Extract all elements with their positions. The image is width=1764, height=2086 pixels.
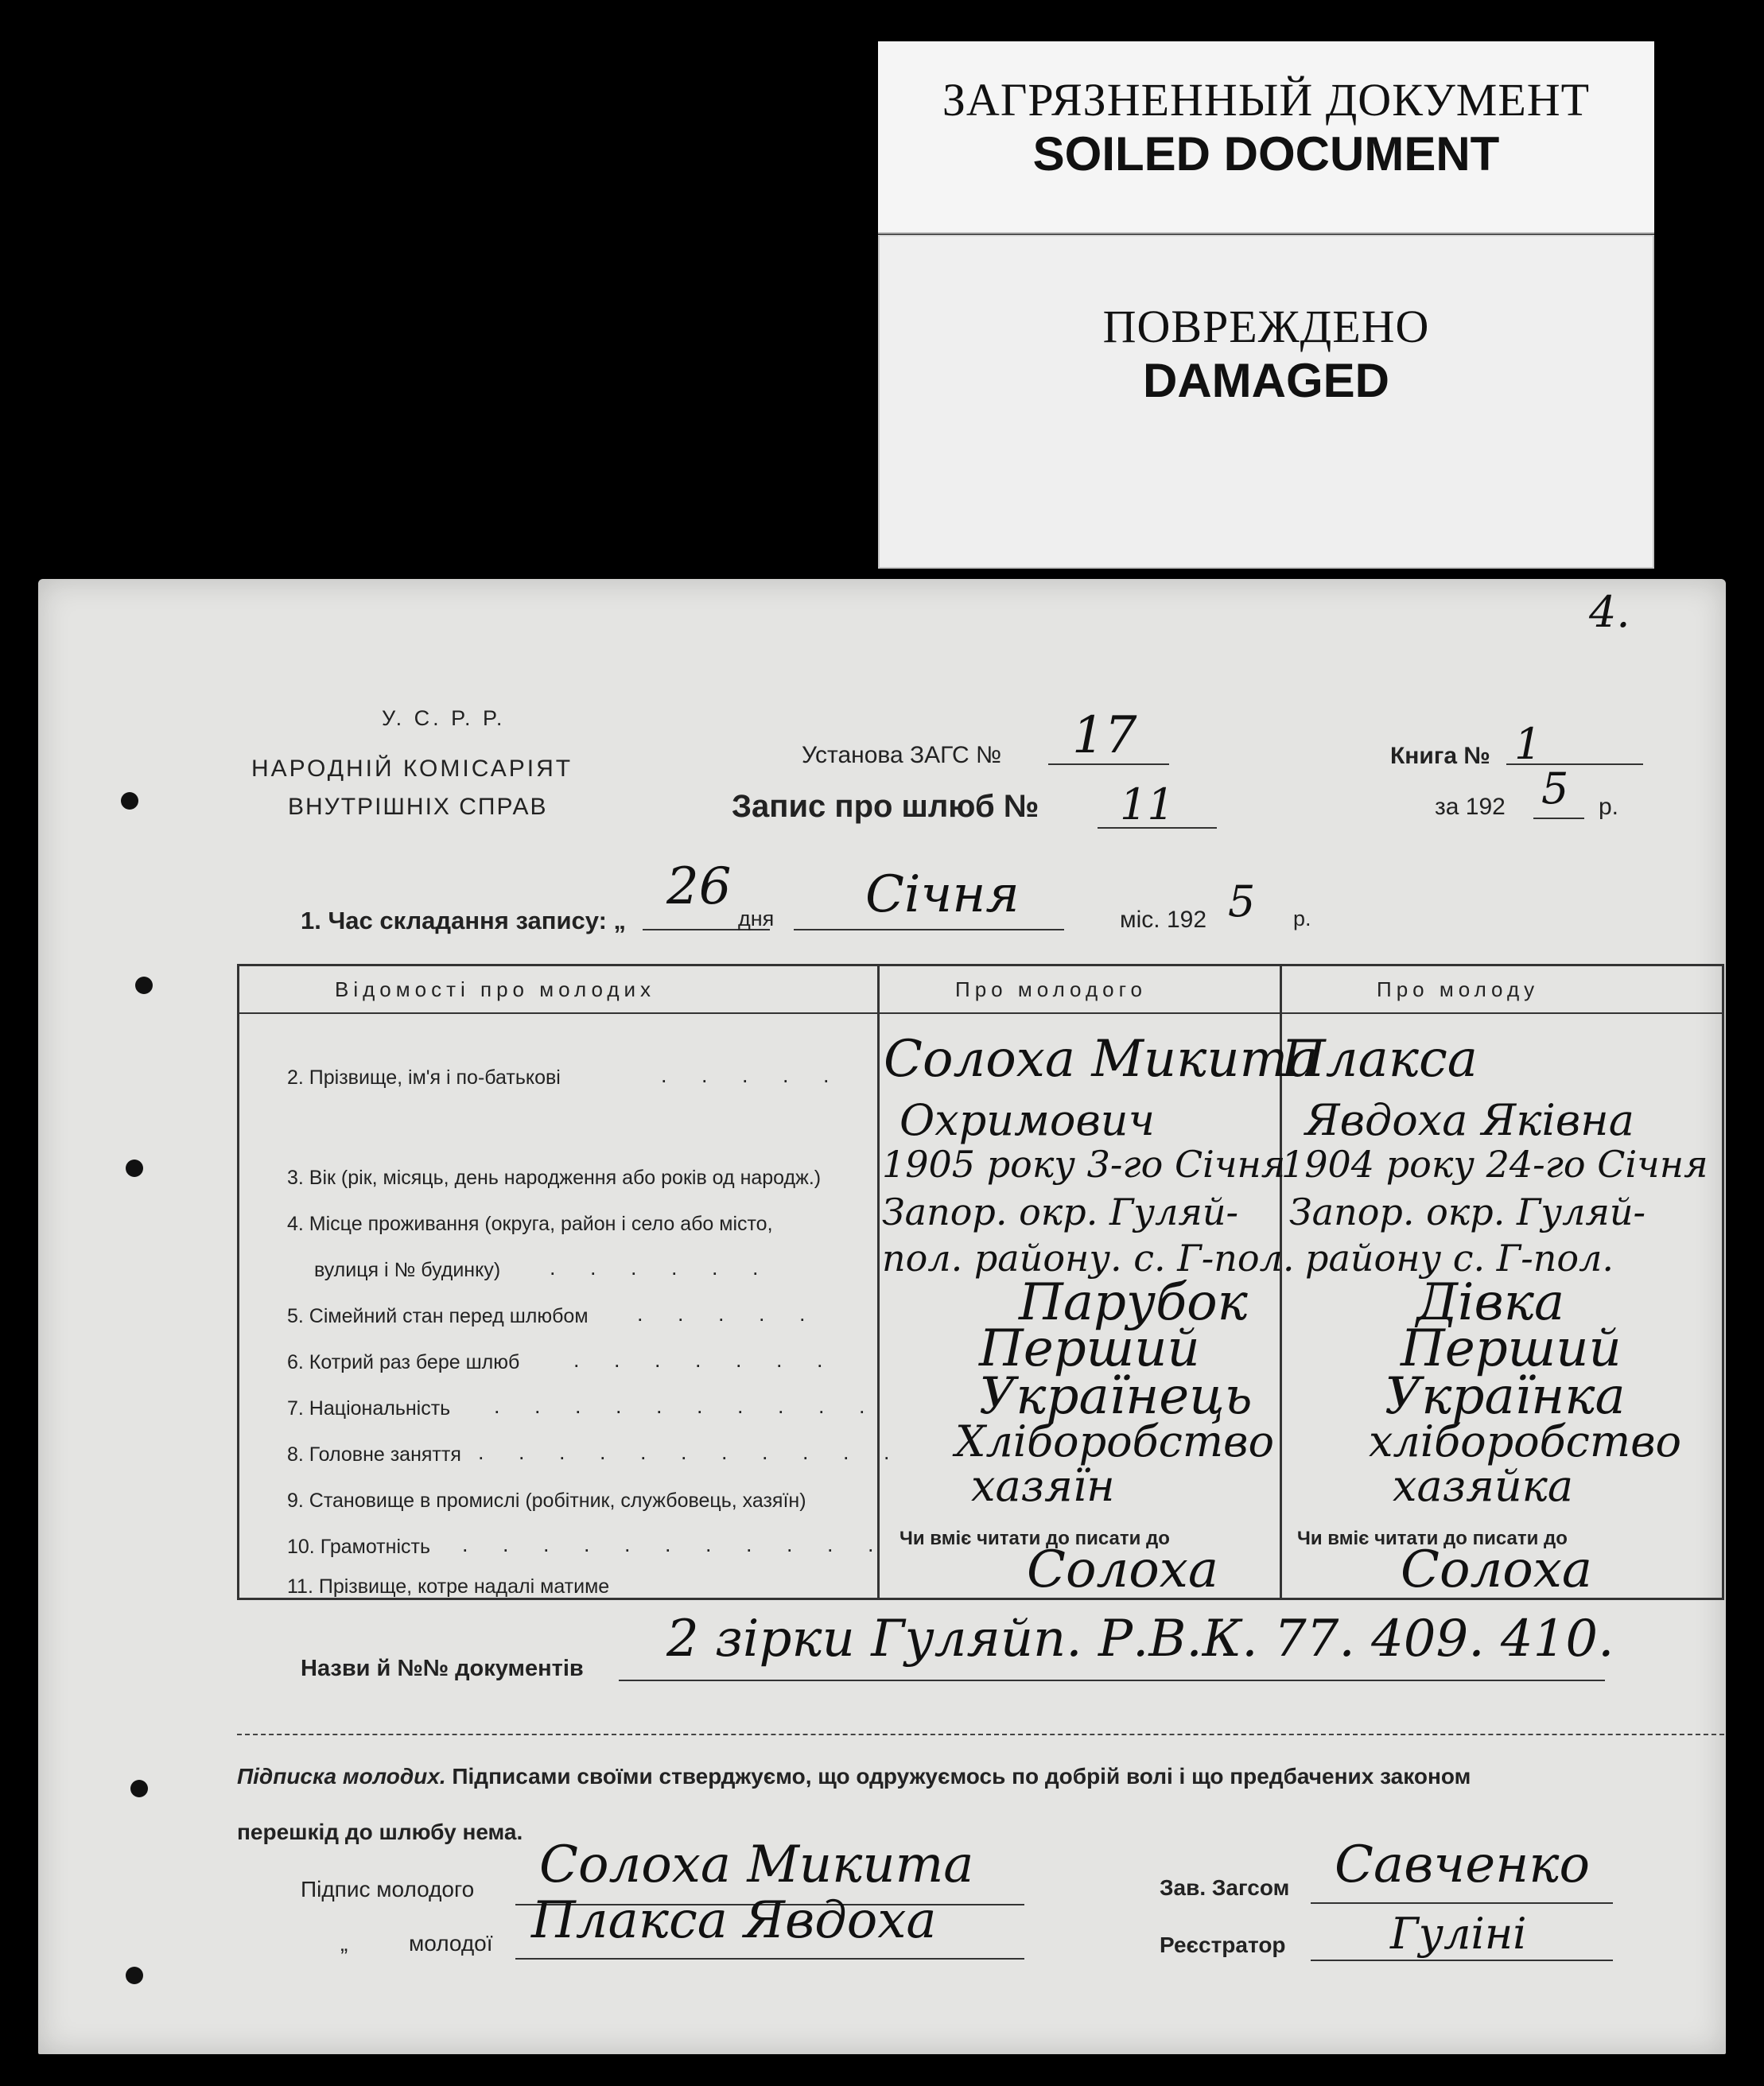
head-signature-line: [1311, 1902, 1613, 1904]
bride-nationality: Українка: [1385, 1367, 1626, 1426]
bride-birth: 1904 року 24-го Січня: [1281, 1143, 1708, 1186]
bride-residence-2: району с. Г-пол.: [1305, 1237, 1614, 1280]
record-title: Запис про шлюб №: [732, 789, 1039, 824]
year-digit: 5: [1541, 763, 1569, 814]
leader-dots: . . . . .: [637, 1302, 820, 1326]
leader-dots: . . . . . . . . . .: [494, 1394, 880, 1418]
office-label: Установа ЗАГС №: [802, 742, 1002, 768]
year-line: [1533, 818, 1584, 819]
row-label: 11. Прізвище, котре надалі матиме: [287, 1575, 610, 1598]
leader-dots: . . . . . . . . . . .: [478, 1440, 904, 1464]
col-header-info: Відомості про молодих: [335, 977, 656, 1001]
leader-dots: . . . . . . . . . . .: [462, 1532, 888, 1556]
item1-year-suffix: р.: [1293, 907, 1311, 930]
bride-signature-label: молодої: [409, 1931, 493, 1956]
punch-hole: [130, 1780, 148, 1797]
groom-residence-1: Запор. окр. Гуляй-: [882, 1191, 1239, 1233]
declaration-lead: Підписка молодих.: [237, 1764, 446, 1789]
groom-future-surname: Солоха: [1027, 1540, 1219, 1599]
bride-literacy: Чи вміє читати до писати до: [1297, 1528, 1568, 1549]
bride-patronymic: Явдоха Яківна: [1305, 1095, 1634, 1145]
row-label: 7. Національність: [287, 1397, 451, 1420]
registrar-signature: Гуліні: [1390, 1909, 1527, 1959]
bride-signature: Плакса Явдоха: [531, 1891, 937, 1950]
item1-year-digit: 5: [1228, 876, 1256, 926]
declaration-text-1: Підписами своїми стверджуємо, що одружуємось по добрій волі і що предбачених законом: [452, 1764, 1471, 1789]
year-prefix: за 192: [1435, 794, 1506, 820]
groom-marital-status: Парубок: [1019, 1273, 1248, 1332]
row-label: 4. Місце проживання (округа, район і село або місто,: [287, 1213, 773, 1235]
groom-name: Солоха Микита: [884, 1030, 1319, 1089]
row-label: 3. Вік (рік, місяць, день народження або років од народж.): [287, 1167, 822, 1189]
damaged-en-text: DAMAGED: [1143, 354, 1389, 407]
registrar-label: Реєстратор: [1160, 1933, 1286, 1957]
groom-position: хазяїн: [971, 1461, 1115, 1511]
row-label: 9. Становище в промислі (робітник, службовець, хазяїн): [287, 1490, 806, 1512]
damaged-ru-text: ПОВРЕЖДЕНО: [1102, 301, 1430, 352]
table-column-divider: [877, 966, 880, 1598]
marriage-details-table: [237, 964, 1724, 1600]
item1-month: Січня: [865, 865, 1020, 924]
col-header-groom: Про молодого: [955, 977, 1147, 1001]
soiled-en-text: SOILED DOCUMENT: [1032, 127, 1500, 181]
soiled-ru-text: ЗАГРЯЗНЕННЫЙ ДОКУМЕНТ: [942, 74, 1591, 126]
bride-residence-1: Запор. окр. Гуляй-: [1289, 1191, 1646, 1233]
bride-future-surname: Солоха: [1401, 1540, 1593, 1599]
row-label: 2. Прізвище, ім'я і по-батькові: [287, 1066, 561, 1089]
groom-literacy: Чи вміє читати до писати до: [899, 1528, 1170, 1549]
item1-label: 1. Час складання запису: „: [301, 907, 627, 934]
row-label: 8. Головне заняття: [287, 1443, 461, 1466]
book-label: Книга №: [1390, 743, 1490, 769]
archive-label-card: [878, 41, 1654, 234]
bride-name: Плакса: [1281, 1030, 1478, 1089]
groom-signature: Солоха Микита: [539, 1835, 974, 1894]
soiled-notice: [878, 41, 1654, 234]
record-no: 11: [1120, 779, 1175, 829]
commissariat-line-1: НАРОДНІЙ КОМІСАРІЯТ: [251, 756, 573, 782]
registrar-signature-line: [1311, 1960, 1613, 1961]
leader-dots: . . . . .: [661, 1063, 844, 1087]
documents-label: Назви й №№ документів: [301, 1656, 584, 1681]
item1-month-word: міс. 192: [1120, 907, 1207, 933]
bride-marriage-count: Перший: [1401, 1319, 1622, 1378]
punch-hole: [135, 977, 153, 994]
bride-position: хазяйка: [1393, 1461, 1574, 1511]
bride-signature-line: [515, 1958, 1024, 1960]
head-label: Зав. Загсом: [1160, 1875, 1290, 1900]
bride-occupation: хліборобство: [1369, 1416, 1682, 1466]
declaration-line-1: [237, 1764, 1471, 1789]
punch-hole: [121, 792, 138, 810]
head-signature: Савченко: [1335, 1835, 1590, 1894]
item1-day-word: дня: [738, 907, 775, 930]
republic-abbrev: У. С. Р. Р.: [382, 706, 506, 730]
leader-dots: . . . . . . .: [573, 1348, 837, 1372]
marriage-record-sheet: [38, 579, 1726, 2054]
page-number: 4.: [1589, 587, 1630, 637]
row-label: 10. Грамотність: [287, 1536, 430, 1558]
damaged-notice: [878, 235, 1654, 569]
office-no: 17: [1072, 706, 1137, 765]
groom-nationality: Українець: [979, 1367, 1253, 1426]
leader-dots: . . . . . .: [550, 1256, 773, 1280]
groom-marriage-count: Перший: [979, 1319, 1200, 1378]
item1-day: 26: [666, 857, 732, 916]
row-label: 6. Котрий раз бере шлюб: [287, 1351, 520, 1373]
bride-marital-status: Дівка: [1416, 1273, 1565, 1332]
year-suffix: р.: [1599, 794, 1619, 820]
col-header-bride: Про молоду: [1377, 977, 1540, 1001]
section-divider: [237, 1734, 1724, 1735]
row-label: вулиця і № будинку): [314, 1259, 501, 1281]
declaration-text-2: перешкід до шлюбу нема.: [237, 1820, 523, 1844]
groom-birth: 1905 року 3-го Січня: [882, 1143, 1286, 1186]
punch-hole: [126, 1160, 143, 1177]
groom-occupation: Хліборобство: [955, 1416, 1274, 1466]
groom-residence-2: пол. району. с. Г-пол.: [882, 1237, 1295, 1280]
documents-value: 2 зірки Гуляйп. Р.В.К. 77. 409. 410.: [666, 1610, 1614, 1668]
item1-month-line: [794, 929, 1064, 930]
bride-signature-prefix: „: [340, 1931, 348, 1956]
groom-patronymic: Охримович: [899, 1095, 1156, 1145]
documents-line: [619, 1680, 1605, 1681]
book-no: 1: [1514, 719, 1542, 769]
groom-signature-label: Підпис молодого: [301, 1877, 475, 1901]
row-label: 5. Сімейний стан перед шлюбом: [287, 1305, 589, 1327]
punch-hole: [126, 1967, 143, 1984]
commissariat-line-2: ВНУТРІШНІХ СПРАВ: [288, 794, 548, 820]
table-header-divider: [239, 1012, 1722, 1014]
